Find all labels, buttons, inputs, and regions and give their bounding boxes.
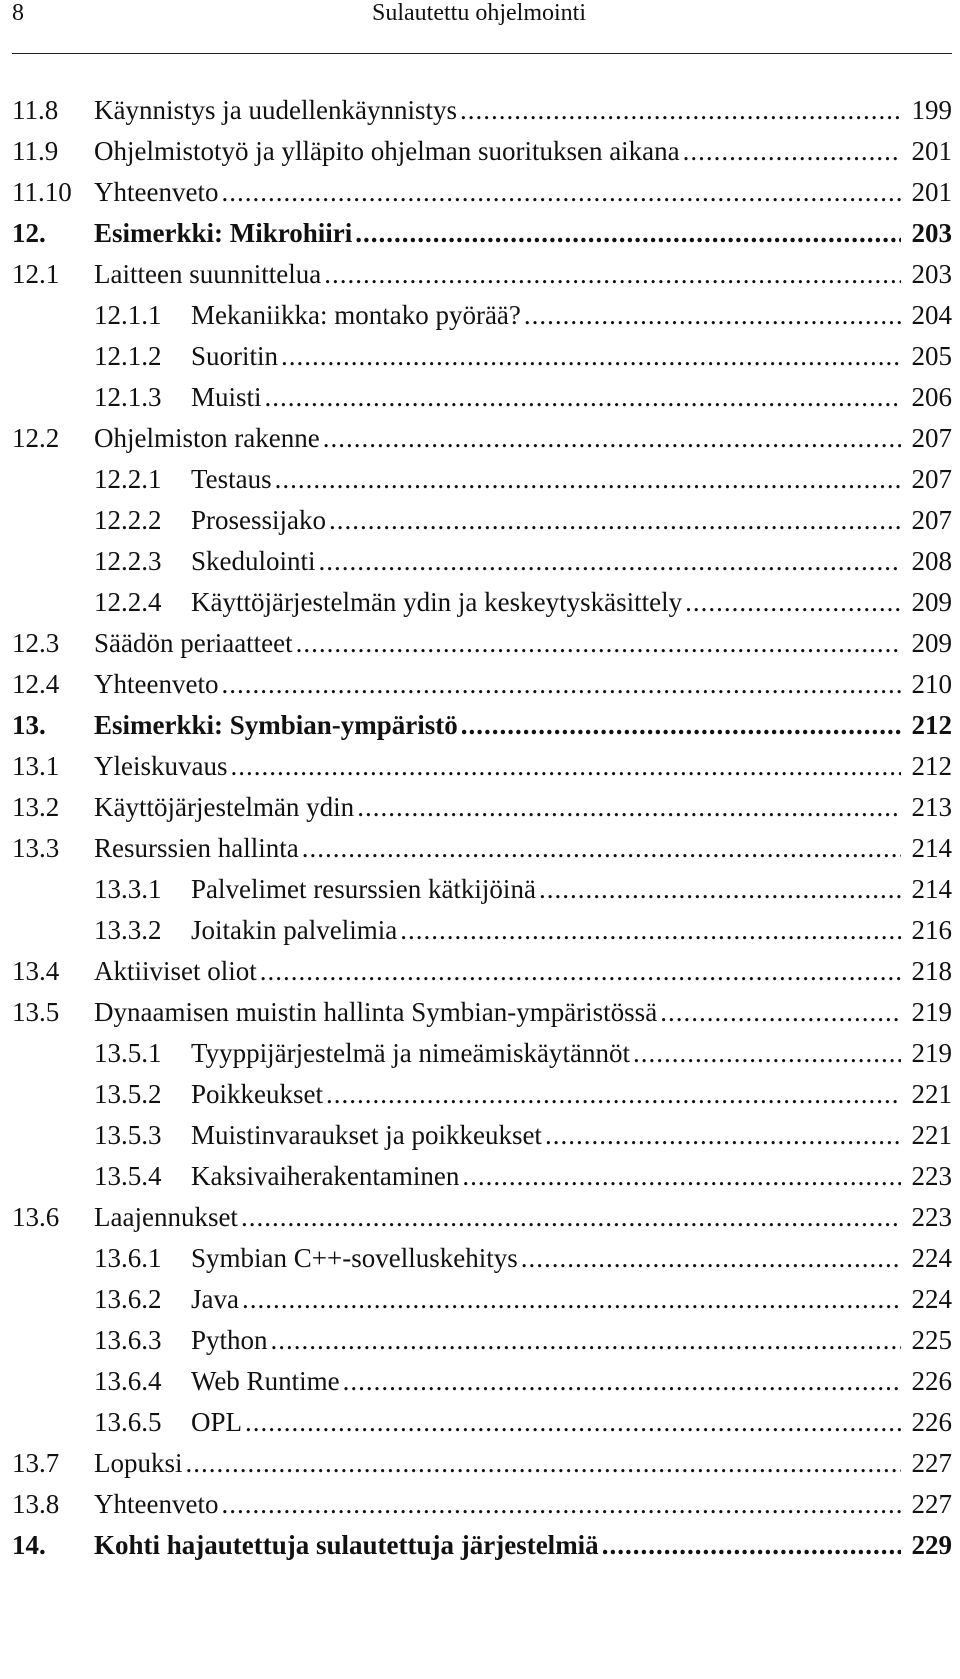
toc-entry-page: 210 bbox=[911, 669, 952, 699]
toc-entry[interactable] bbox=[12, 459, 952, 500]
toc-entry[interactable] bbox=[12, 828, 952, 869]
dot-leader bbox=[242, 1279, 901, 1320]
toc-entry[interactable] bbox=[12, 377, 952, 418]
toc-entry-page: 226 bbox=[911, 1407, 952, 1437]
toc-entry[interactable] bbox=[12, 582, 952, 623]
table-of-contents bbox=[12, 90, 952, 1566]
toc-entry-title: Testaus bbox=[191, 464, 272, 494]
toc-entry[interactable] bbox=[12, 295, 952, 336]
toc-entry-title: Yhteenveto bbox=[94, 669, 219, 699]
toc-entry-number: 13.5.2 bbox=[94, 1079, 162, 1109]
toc-entry[interactable] bbox=[12, 254, 952, 295]
toc-entry-title: Esimerkki: Mikrohiiri bbox=[94, 218, 353, 248]
header-rule bbox=[12, 53, 952, 54]
dot-leader bbox=[329, 500, 901, 541]
toc-entry-title: Aktiiviset oliot bbox=[94, 956, 257, 986]
dot-leader bbox=[241, 1197, 901, 1238]
toc-entry-page: 226 bbox=[911, 1366, 952, 1396]
dot-leader bbox=[343, 1361, 901, 1402]
dot-leader bbox=[545, 1115, 901, 1156]
dot-leader bbox=[602, 1525, 901, 1566]
toc-entry-number: 12. bbox=[12, 218, 46, 248]
toc-entry[interactable] bbox=[12, 131, 952, 172]
toc-entry-number: 13.5.3 bbox=[94, 1120, 162, 1150]
toc-entry[interactable] bbox=[12, 418, 952, 459]
toc-entry[interactable] bbox=[12, 1443, 952, 1484]
toc-chapter-entry[interactable] bbox=[12, 1525, 952, 1566]
toc-entry-number: 13.7 bbox=[12, 1448, 60, 1478]
toc-entry-title: Suoritin bbox=[191, 341, 279, 371]
toc-entry-title: Yleiskuvaus bbox=[94, 751, 228, 781]
toc-entry[interactable] bbox=[12, 746, 952, 787]
toc-entry[interactable] bbox=[12, 500, 952, 541]
toc-entry-page: 227 bbox=[911, 1448, 952, 1478]
dot-leader bbox=[281, 336, 901, 377]
toc-entry-page: 223 bbox=[911, 1202, 952, 1232]
toc-entry[interactable] bbox=[12, 90, 952, 131]
toc-entry-page: 212 bbox=[911, 751, 952, 781]
toc-entry-page: 203 bbox=[911, 259, 952, 289]
toc-entry-title: Ohjelmiston rakenne bbox=[94, 423, 320, 453]
dot-leader bbox=[323, 418, 901, 459]
toc-chapter-entry[interactable] bbox=[12, 705, 952, 746]
dot-leader bbox=[230, 746, 901, 787]
toc-entry-title: Mekaniikka: montako pyörää? bbox=[191, 300, 521, 330]
toc-entry-title: Laajennukset bbox=[94, 1202, 238, 1232]
toc-entry-page: 207 bbox=[911, 464, 952, 494]
toc-entry-title: Käyttöjärjestelmän ydin ja keskeytyskäsittely bbox=[191, 587, 683, 617]
toc-entry-number: 13.1 bbox=[12, 751, 60, 781]
toc-chapter-entry[interactable] bbox=[12, 213, 952, 254]
toc-entry-title: Lopuksi bbox=[94, 1448, 183, 1478]
toc-entry[interactable] bbox=[12, 1033, 952, 1074]
toc-entry-title: Python bbox=[191, 1325, 268, 1355]
toc-entry[interactable] bbox=[12, 1320, 952, 1361]
toc-entry-number: 13. bbox=[12, 710, 46, 740]
toc-entry-number: 13.8 bbox=[12, 1489, 60, 1519]
toc-entry-number: 12.2.3 bbox=[94, 546, 162, 576]
toc-entry-number: 13.5.1 bbox=[94, 1038, 162, 1068]
toc-entry[interactable] bbox=[12, 869, 952, 910]
dot-leader bbox=[524, 295, 901, 336]
toc-entry-number: 13.6.2 bbox=[94, 1284, 162, 1314]
toc-entry-page: 209 bbox=[911, 628, 952, 658]
dot-leader bbox=[355, 213, 901, 254]
toc-entry-page: 208 bbox=[911, 546, 952, 576]
toc-entry-number: 13.3.2 bbox=[94, 915, 162, 945]
toc-entry[interactable] bbox=[12, 1197, 952, 1238]
dot-leader bbox=[539, 869, 901, 910]
dot-leader bbox=[221, 172, 901, 213]
toc-entry-title: Käyttöjärjestelmän ydin bbox=[94, 792, 355, 822]
toc-entry-title: Prosessijako bbox=[191, 505, 326, 535]
dot-leader bbox=[460, 90, 901, 131]
toc-entry-title: Web Runtime bbox=[191, 1366, 340, 1396]
toc-entry[interactable] bbox=[12, 1484, 952, 1525]
toc-entry-title: Muisti bbox=[191, 382, 262, 412]
toc-entry-page: 203 bbox=[911, 218, 952, 248]
dot-leader bbox=[326, 1074, 901, 1115]
toc-entry[interactable] bbox=[12, 787, 952, 828]
toc-entry-number: 12.4 bbox=[12, 669, 60, 699]
toc-entry[interactable] bbox=[12, 1238, 952, 1279]
page-header bbox=[12, 0, 952, 30]
dot-leader bbox=[186, 1443, 901, 1484]
toc-entry-title: OPL bbox=[191, 1407, 243, 1437]
running-title: Sulautettu ohjelmointi bbox=[372, 0, 586, 26]
toc-entry-number: 12.3 bbox=[12, 628, 60, 658]
toc-entry-page: 207 bbox=[911, 505, 952, 535]
toc-entry-number: 12.2.2 bbox=[94, 505, 162, 535]
dot-leader bbox=[462, 1156, 901, 1197]
toc-entry-title: Ohjelmistotyö ja ylläpito ohjelman suorituksen aikana bbox=[94, 136, 680, 166]
toc-entry[interactable] bbox=[12, 623, 952, 664]
toc-entry-page: 213 bbox=[911, 792, 952, 822]
toc-entry-number: 13.6.5 bbox=[94, 1407, 162, 1437]
toc-entry-number: 13.3 bbox=[12, 833, 60, 863]
toc-entry-number: 12.2.4 bbox=[94, 587, 162, 617]
toc-entry-page: 214 bbox=[911, 833, 952, 863]
dot-leader bbox=[296, 623, 901, 664]
toc-entry-title: Säädön periaatteet bbox=[94, 628, 293, 658]
toc-entry[interactable] bbox=[12, 951, 952, 992]
toc-entry-title: Palvelimet resurssien kätkijöinä bbox=[191, 874, 536, 904]
toc-entry-number: 12.1.3 bbox=[94, 382, 162, 412]
toc-entry-title: Kohti hajautettuja sulautettuja järjestelmiä bbox=[94, 1530, 599, 1560]
toc-entry[interactable] bbox=[12, 1279, 952, 1320]
toc-entry-title: Skedulointi bbox=[191, 546, 316, 576]
dot-leader bbox=[461, 705, 901, 746]
toc-entry-number: 13.6.1 bbox=[94, 1243, 162, 1273]
toc-entry-page: 221 bbox=[911, 1120, 952, 1150]
toc-entry-page: 225 bbox=[911, 1325, 952, 1355]
dot-leader bbox=[660, 992, 901, 1033]
dot-leader bbox=[683, 131, 901, 172]
dot-leader bbox=[324, 254, 901, 295]
toc-entry-number: 13.6.4 bbox=[94, 1366, 162, 1396]
toc-entry-number: 13.6 bbox=[12, 1202, 60, 1232]
toc-entry-number: 13.6.3 bbox=[94, 1325, 162, 1355]
toc-entry-title: Esimerkki: Symbian-ympäristö bbox=[94, 710, 458, 740]
dot-leader bbox=[357, 787, 901, 828]
dot-leader bbox=[685, 582, 901, 623]
toc-entry-number: 13.2 bbox=[12, 792, 60, 822]
toc-entry[interactable] bbox=[12, 1074, 952, 1115]
toc-entry[interactable] bbox=[12, 541, 952, 582]
toc-entry-page: 204 bbox=[911, 300, 952, 330]
toc-entry-page: 209 bbox=[911, 587, 952, 617]
toc-entry-number: 11.10 bbox=[12, 177, 72, 207]
toc-entry-page: 214 bbox=[911, 874, 952, 904]
toc-entry-title: Yhteenveto bbox=[94, 1489, 219, 1519]
toc-entry[interactable] bbox=[12, 664, 952, 705]
toc-entry-page: 199 bbox=[911, 95, 952, 125]
toc-entry-page: 227 bbox=[911, 1489, 952, 1519]
toc-entry-page: 201 bbox=[911, 136, 952, 166]
page-number: 8 bbox=[12, 0, 24, 26]
toc-entry[interactable] bbox=[12, 910, 952, 951]
dot-leader bbox=[245, 1402, 901, 1443]
toc-entry-number: 11.9 bbox=[12, 136, 59, 166]
toc-entry-number: 11.8 bbox=[12, 95, 59, 125]
toc-entry-number: 12.1.1 bbox=[94, 300, 162, 330]
toc-entry-title: Symbian C++-sovelluskehitys bbox=[191, 1243, 518, 1273]
toc-entry[interactable] bbox=[12, 992, 952, 1033]
toc-entry-page: 201 bbox=[911, 177, 952, 207]
toc-entry-title: Muistinvaraukset ja poikkeukset bbox=[191, 1120, 542, 1150]
toc-entry-number: 12.1.2 bbox=[94, 341, 162, 371]
toc-entry[interactable] bbox=[12, 1361, 952, 1402]
toc-entry-title: Java bbox=[191, 1284, 239, 1314]
toc-entry-page: 206 bbox=[911, 382, 952, 412]
toc-entry-title: Tyyppijärjestelmä ja nimeämiskäytännöt bbox=[191, 1038, 630, 1068]
dot-leader bbox=[221, 1484, 901, 1525]
toc-entry-page: 218 bbox=[911, 956, 952, 986]
dot-leader bbox=[302, 828, 901, 869]
toc-entry-page: 216 bbox=[911, 915, 952, 945]
toc-entry-number: 12.2 bbox=[12, 423, 60, 453]
dot-leader bbox=[521, 1238, 901, 1279]
toc-entry[interactable] bbox=[12, 336, 952, 377]
toc-entry-page: 224 bbox=[911, 1243, 952, 1273]
toc-entry[interactable] bbox=[12, 172, 952, 213]
dot-leader bbox=[265, 377, 901, 418]
toc-entry-page: 205 bbox=[911, 341, 952, 371]
toc-entry-page: 224 bbox=[911, 1284, 952, 1314]
toc-entry-number: 13.4 bbox=[12, 956, 60, 986]
toc-entry[interactable] bbox=[12, 1402, 952, 1443]
dot-leader bbox=[221, 664, 901, 705]
toc-entry-number: 14. bbox=[12, 1530, 46, 1560]
dot-leader bbox=[271, 1320, 901, 1361]
toc-entry-number: 13.3.1 bbox=[94, 874, 162, 904]
dot-leader bbox=[275, 459, 901, 500]
toc-entry-page: 221 bbox=[911, 1079, 952, 1109]
toc-entry-title: Yhteenveto bbox=[94, 177, 219, 207]
toc-entry-number: 12.1 bbox=[12, 259, 60, 289]
toc-entry-title: Poikkeukset bbox=[191, 1079, 323, 1109]
toc-entry-number: 13.5.4 bbox=[94, 1161, 162, 1191]
toc-entry-title: Resurssien hallinta bbox=[94, 833, 299, 863]
dot-leader bbox=[319, 541, 901, 582]
toc-entry-page: 207 bbox=[911, 423, 952, 453]
toc-entry-page: 229 bbox=[911, 1530, 952, 1560]
toc-entry-title: Dynaamisen muistin hallinta Symbian-ympäristössä bbox=[94, 997, 658, 1027]
dot-leader bbox=[633, 1033, 901, 1074]
toc-entry-number: 12.2.1 bbox=[94, 464, 162, 494]
toc-entry-page: 212 bbox=[911, 710, 952, 740]
toc-entry-page: 219 bbox=[911, 1038, 952, 1068]
toc-entry-title: Käynnistys ja uudellenkäynnistys bbox=[94, 95, 457, 125]
dot-leader bbox=[260, 951, 901, 992]
toc-entry-page: 223 bbox=[911, 1161, 952, 1191]
dot-leader bbox=[400, 910, 901, 951]
toc-entry-page: 219 bbox=[911, 997, 952, 1027]
toc-entry[interactable] bbox=[12, 1115, 952, 1156]
toc-entry-title: Kaksivaiherakentaminen bbox=[191, 1161, 460, 1191]
toc-entry-title: Joitakin palvelimia bbox=[191, 915, 398, 945]
toc-entry-number: 13.5 bbox=[12, 997, 60, 1027]
toc-entry-title: Laitteen suunnittelua bbox=[94, 259, 322, 289]
toc-entry[interactable] bbox=[12, 1156, 952, 1197]
